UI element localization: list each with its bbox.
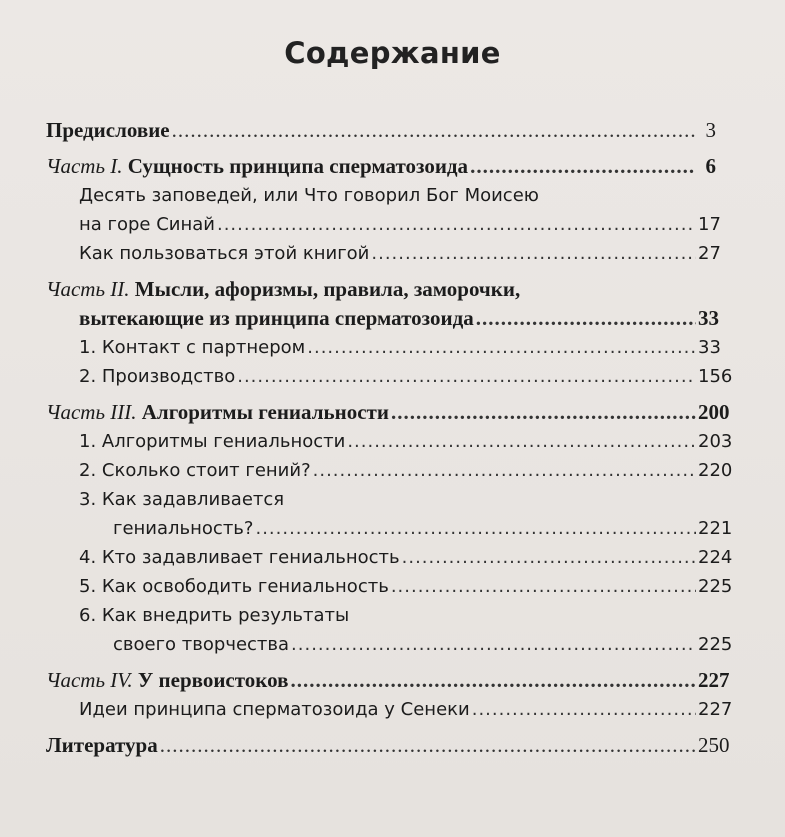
dot-leader [470,152,696,181]
toc-entry-text: 4. Кто задавливает гениальность [79,547,400,568]
part-title: У первоистоков [137,668,289,692]
toc-entry-suppression[interactable] [46,514,733,543]
toc-page-number: 224 [698,547,733,568]
toc-entry-text: 2. Производство [79,366,236,387]
page-title: Содержание [284,36,501,70]
part-title: Сущность принципа сперматозоида [127,154,469,178]
toc-entry-text: Литература [46,733,158,757]
toc-page-number: 33 [698,337,721,358]
part-label: Часть I. [46,154,123,178]
dot-leader [290,666,696,695]
dot-leader [472,695,696,724]
toc-entry-part-3[interactable] [46,398,730,427]
dot-leader [237,362,696,391]
toc-page-number: 250 [698,733,730,757]
toc-entry-who-suppresses[interactable] [46,543,733,572]
dot-leader [307,333,696,362]
toc-page-number: 156 [698,366,733,387]
toc-entry-part-2[interactable] [46,304,719,333]
toc-entry-contact[interactable] [46,333,721,362]
toc-page-number: 225 [698,634,733,655]
dot-leader [313,456,696,485]
dot-leader [255,514,696,543]
toc-entry-line[interactable]: 6. Как внедрить результаты [79,605,350,626]
table-of-contents [46,116,733,760]
dot-leader [371,239,696,268]
dot-leader [391,572,696,601]
toc-entry-text: гениальность? [113,518,254,539]
toc-entry-text: Как пользоваться этой книгой [79,243,370,264]
dot-leader [391,398,696,427]
toc-page-number: 200 [698,400,730,424]
toc-page-number: 203 [698,431,733,452]
toc-entry-preface[interactable] [46,116,716,145]
part-title: Алгоритмы гениальности [141,400,389,424]
dot-leader [347,427,696,456]
part-label: Часть II. [46,277,130,301]
dot-leader [402,543,696,572]
toc-entry-text: Предисловие [46,118,170,142]
part-title: Мысли, афоризмы, правила, заморочки, [134,277,521,301]
dot-leader [217,210,696,239]
toc-entry-algorithms[interactable] [46,427,733,456]
part-label: Часть IV. [46,668,133,692]
part-title-continued: вытекающие из принципа сперматозоида [79,306,474,330]
toc-page-number: 17 [698,214,721,235]
toc-page-number: 27 [698,243,721,264]
toc-page-number: 33 [698,306,719,330]
dot-leader [160,731,696,760]
dot-leader [476,304,696,333]
dot-leader [291,630,696,659]
toc-page-number: 3 [705,118,716,142]
toc-entry-part-4[interactable] [46,666,730,695]
toc-entry-text: 2. Сколько стоит гений? [79,460,311,481]
toc-entry-production[interactable] [46,362,733,391]
part-label: Часть III. [46,400,137,424]
toc-page-number: 225 [698,576,733,597]
toc-entry-commandments[interactable] [46,210,721,239]
toc-page-number: 221 [698,518,733,539]
toc-page-number: 227 [698,699,733,720]
toc-page-number: 227 [698,668,730,692]
toc-entry-genius-cost[interactable] [46,456,733,485]
toc-entry-how-to-use[interactable] [46,239,721,268]
toc-entry-line[interactable]: 3. Как задавливается [79,489,285,510]
toc-entry-text: 5. Как освободить гениальность [79,576,389,597]
toc-entry-implement-results[interactable] [46,630,733,659]
toc-entry-text: 1. Контакт с партнером [79,337,306,358]
toc-entry-line[interactable]: Десять заповедей, или Что говорил Бог Моисею [79,185,539,206]
toc-entry-literature[interactable] [46,731,730,760]
toc-entry-text: Идеи принципа сперматозоида у Сенеки [79,699,470,720]
toc-entry-text: на горе Синай [79,214,215,235]
toc-entry-part-2-line1[interactable] [46,275,716,304]
toc-page-number: 6 [705,154,716,178]
toc-entry-free-genius[interactable] [46,572,733,601]
toc-page-number: 220 [698,460,733,481]
toc-entry-seneca[interactable] [46,695,733,724]
dot-leader [172,116,696,145]
toc-entry-text: 1. Алгоритмы гениальности [79,431,346,452]
toc-entry-part-1[interactable] [46,152,716,181]
toc-entry-text: своего творчества [113,634,290,655]
